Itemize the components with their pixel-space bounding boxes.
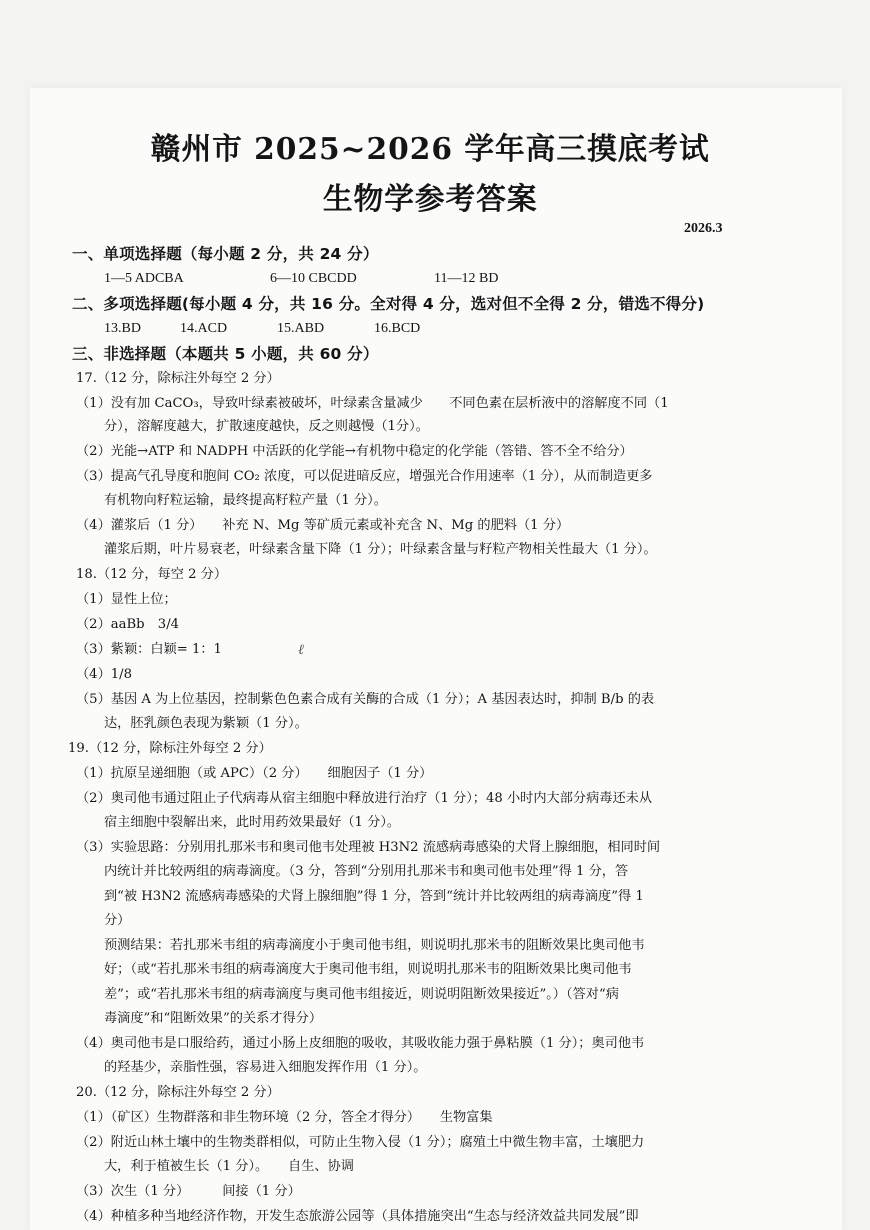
answer-group: 1—5 ADCBA [104,271,184,286]
question-19-header: 19.（12 分，除标注外每空 2 分） [68,741,272,756]
question-20-header: 20.（12 分，除标注外每空 2 分） [76,1085,280,1100]
document-date: 2026.3 [684,221,723,236]
answer-line: （2）奥司他韦通过阻止子代病毒从宿主细胞中释放进行治疗（1 分）；48 小时内大部分病毒还未从 [76,791,653,806]
answer-line: 分） [104,913,131,928]
answer-line: （3）实验思路：分别用扎那米韦和奥司他韦处理被 H3N2 流感病毒感染的犬肾上腺细胞，相同时间 [76,840,661,855]
answer-line: （3）紫颖：白颖= 1：1 [76,642,222,657]
answer-group: 14.ACD [180,321,228,336]
document-subtitle: 生物学参考答案 [322,182,538,217]
answer-line: 预测结果：若扎那米韦组的病毒滴度小于奥司他韦组，则说明扎那米韦的阻断效果比奥司他韦 [104,938,645,953]
answer-line: 的羟基少，亲脂性强，容易进入细胞发挥作用（1 分）。 [104,1060,427,1075]
answer-line: （3）次生（1 分） 间接（1 分） [76,1184,301,1199]
answer-group: 11—12 BD [434,271,499,286]
answer-line: 毒滴度”和“阻断效果”的关系才得分） [104,1011,323,1026]
answer-line: （2）附近山林土壤中的生物类群相似，可防止生物入侵（1 分）；腐殖土中微生物丰富，土壤肥力 [76,1135,645,1150]
answer-line: 到“被 H3N2 流感病毒感染的犬肾上腺细胞”得 1 分，答到“统计并比较两组的病毒滴度”得 1 [104,889,644,904]
answer-line: 分），溶解度越大，扩散速度越快，反之则越慢（1分）。 [104,419,429,434]
answer-group: 15.ABD [277,321,325,336]
answer-line: 差”；或“若扎那米韦组的病毒滴度与奥司他韦组接近，则说明阻断效果接近”。）（答对“病 [104,987,619,1002]
section-2-answers [104,320,420,338]
answer-line: （2）aaBb 3/4 [76,617,180,632]
answer-group: 13.BD [104,321,141,336]
answer-line: （4）灌浆后（1 分） 补充 N、Mg 等矿质元素或补充含 N、Mg 的肥料（1 分） [76,518,570,533]
section-1-heading: 一、单项选择题（每小题 2 分，共 24 分） [72,245,379,263]
answer-line: 好；（或“若扎那米韦组的病毒滴度大于奥司他韦组，则说明扎那米韦的阻断效果比奥司他韦 [104,962,632,977]
answer-line: 宿主细胞中裂解出来，此时用药效果最好（1 分）。 [104,815,401,830]
answer-line: （1）（矿区）生物群落和非生物环境（2 分，答全才得分） 生物富集 [76,1110,493,1125]
stray-pen-mark: ℓ [298,642,304,658]
answer-line: 大，利于植被生长（1 分）。 自生、协调 [104,1159,354,1174]
answer-line: （2）光能→ATP 和 NADPH 中活跃的化学能→有机物中稳定的化学能（答错、答不全不给分） [76,444,633,459]
answer-line: 达，胚乳颜色表现为紫颖（1 分）。 [104,716,308,731]
answer-line: （1）抗原呈递细胞（或 APC）（2 分） 细胞因子（1 分） [76,766,433,781]
question-17-header: 17.（12 分，除标注外每空 2 分） [76,371,280,386]
section-3-heading: 三、非选择题（本题共 5 小题，共 60 分） [72,345,379,363]
answer-line: （3）提高气孔导度和胞间 CO₂ 浓度，可以促进暗反应，增强光合作用速率（1 分），从而制造更多 [76,469,653,484]
answer-group: 16.BCD [374,321,421,336]
answer-line: （4）1/8 [76,667,132,682]
answer-line: （5）基因 A 为上位基因，控制紫色色素合成有关酶的合成（1 分）；A 基因表达时，抑制 B/b 的表 [76,692,655,707]
section-2-heading: 二、多项选择题(每小题 4 分，共 16 分。全对得 4 分，选对但不全得 2 分，错选不得分) [72,295,705,313]
document-title: 赣州市 2025~2026 学年高三摸底考试 [150,132,710,167]
question-18-header: 18.（12 分，每空 2 分） [76,567,228,582]
section-1-answers [104,270,498,288]
answer-line: （1）没有加 CaCO₃，导致叶绿素被破坏，叶绿素含量减少 不同色素在层析液中的溶解度不同（1 [76,396,669,411]
answer-line: （1）显性上位； [76,592,177,607]
answer-line: （4）奥司他韦是口服给药，通过小肠上皮细胞的吸收，其吸收能力强于鼻粘膜（1 分）；奥司他韦 [76,1036,645,1051]
answer-group: 6—10 CBCDD [270,271,357,286]
answer-line: 有机物向籽粒运输，最终提高籽粒产量（1 分）。 [104,493,387,508]
answer-line: （4）种植多种当地经济作物，开发生态旅游公园等（具体措施突出“生态与经济效益共同发展”即 [76,1209,639,1224]
answer-line: 灌浆后期，叶片易衰老，叶绿素含量下降（1 分）；叶绿素含量与籽粒产物相关性最大（1 分）。 [104,542,657,557]
answer-line: 内统计并比较两组的病毒滴度。（3 分，答到“分别用扎那米韦和奥司他韦处理”得 1 分，答 [104,864,629,879]
